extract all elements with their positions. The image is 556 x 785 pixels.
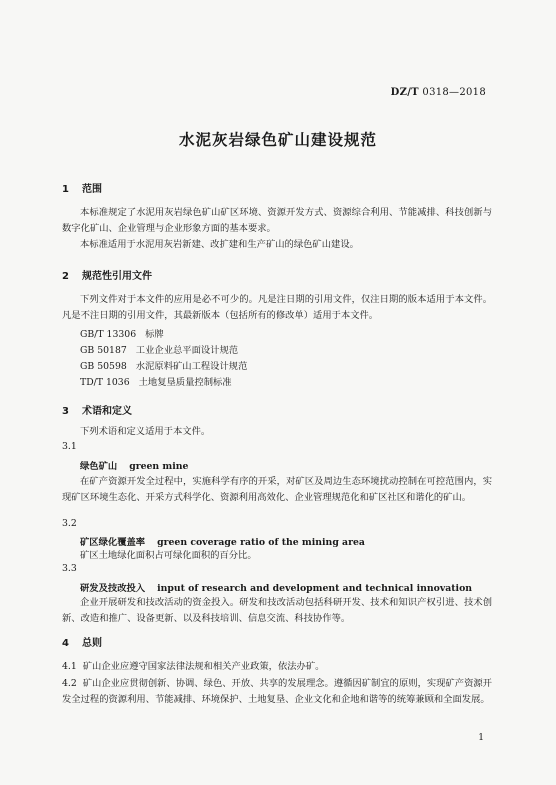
term-number: 3.3 xyxy=(62,563,77,574)
clause-number: 4.1 xyxy=(62,661,77,672)
term-en: green mine xyxy=(129,461,189,472)
reference-item xyxy=(80,374,232,388)
section-3-heading xyxy=(62,402,132,417)
reference-item xyxy=(80,342,238,356)
section-title: 术语和定义 xyxy=(82,406,132,417)
term-number: 3.2 xyxy=(62,518,77,529)
reference-name: 工业企业总平面设计规范 xyxy=(135,345,239,356)
standard-code xyxy=(391,87,486,98)
reference-name: 标牌 xyxy=(145,329,164,340)
reference-name: 水泥原料矿山工程设计规范 xyxy=(135,361,248,372)
clause-number: 4.2 xyxy=(62,678,77,689)
reference-name: 土地复垦质量控制标准 xyxy=(138,377,232,388)
term-definition: 在矿产资源开发全过程中，实施科学有序的开采，对矿区及周边生态环境扰动控制在可控范围内，实现矿区环境生态化、开采方式科学化、资源利用高效化、企业管理规范化和矿区社区和谐化的矿山。 xyxy=(62,476,492,503)
section-1-heading xyxy=(62,180,102,195)
reference-code: GB 50187 xyxy=(80,345,127,356)
section-2-heading xyxy=(62,267,152,282)
term-definition: 矿区土地绿化面积占可绿化面积的百分比。 xyxy=(80,550,257,561)
section-title: 规范性引用文件 xyxy=(82,271,152,282)
term-definition: 企业开展研发和技改活动的资金投入。研发和技改活动包括科研开发、技术和知识产权引进、技术创新、改造和推广、设备更新、以及科技培训、信息交流、科技协作等。 xyxy=(62,597,492,624)
standard-code-prefix: DZ/T xyxy=(390,87,419,98)
term-zh: 研发及技改投入 xyxy=(80,583,146,594)
clause-text: 矿山企业应贯彻创新、协调、绿色、开放、共享的发展理念。遵循因矿制宜的原则，实现矿产资源开发全过程的资源利用、节能减排、环境保护、土地复垦、企业文化和企地和谐等的统筹兼顾和全面发展。 xyxy=(62,678,492,705)
section-1-paragraph-2: 本标准适用于水泥用灰岩新建、改扩建和生产矿山的绿色矿山建设。 xyxy=(80,239,359,250)
section-3-intro: 下列术语和定义适用于本文件。 xyxy=(80,426,211,437)
section-number: 1 xyxy=(62,184,69,195)
section-number: 3 xyxy=(62,406,69,417)
section-title: 总则 xyxy=(82,638,102,649)
reference-item xyxy=(80,326,164,340)
clause-item xyxy=(62,676,492,708)
standard-code-number: 0318—2018 xyxy=(418,87,486,98)
term-en: input of research and development and technical innovation xyxy=(157,583,473,594)
section-1-paragraph-1: 本标准规定了水泥用灰岩绿色矿山矿区环境、资源开发方式、资源综合利用、节能减排、科技创新与数字化矿山、企业管理与企业形象方面的基本要求。 xyxy=(62,207,492,234)
term-title xyxy=(80,580,472,594)
clause-item xyxy=(62,659,492,675)
section-4-heading xyxy=(62,634,102,649)
reference-item xyxy=(80,358,247,372)
reference-code: GB/T 13306 xyxy=(80,329,137,340)
term-en: green coverage ratio of the mining area xyxy=(157,537,365,548)
document-title: 水泥灰岩绿色矿山建设规范 xyxy=(178,131,377,149)
section-number: 4 xyxy=(62,638,69,649)
page-number: 1 xyxy=(478,733,484,743)
section-2-paragraph: 下列文件对于本文件的应用是必不可少的。凡是注日期的引用文件，仅注日期的版本适用于本文件。凡是不注日期的引用文件，其最新版本（包括所有的修改单）适用于本文件。 xyxy=(62,294,492,321)
term-title xyxy=(80,534,365,548)
term-number: 3.1 xyxy=(62,441,77,452)
term-zh: 绿色矿山 xyxy=(80,461,118,472)
section-title: 范围 xyxy=(82,184,102,195)
term-title xyxy=(80,458,188,472)
clause-text: 矿山企业应遵守国家法律法规和相关产业政策，依法办矿。 xyxy=(82,661,325,672)
section-number: 2 xyxy=(62,271,69,282)
reference-code: TD/T 1036 xyxy=(80,377,130,388)
reference-code: GB 50598 xyxy=(80,361,127,372)
term-zh: 矿区绿化覆盖率 xyxy=(80,537,146,548)
